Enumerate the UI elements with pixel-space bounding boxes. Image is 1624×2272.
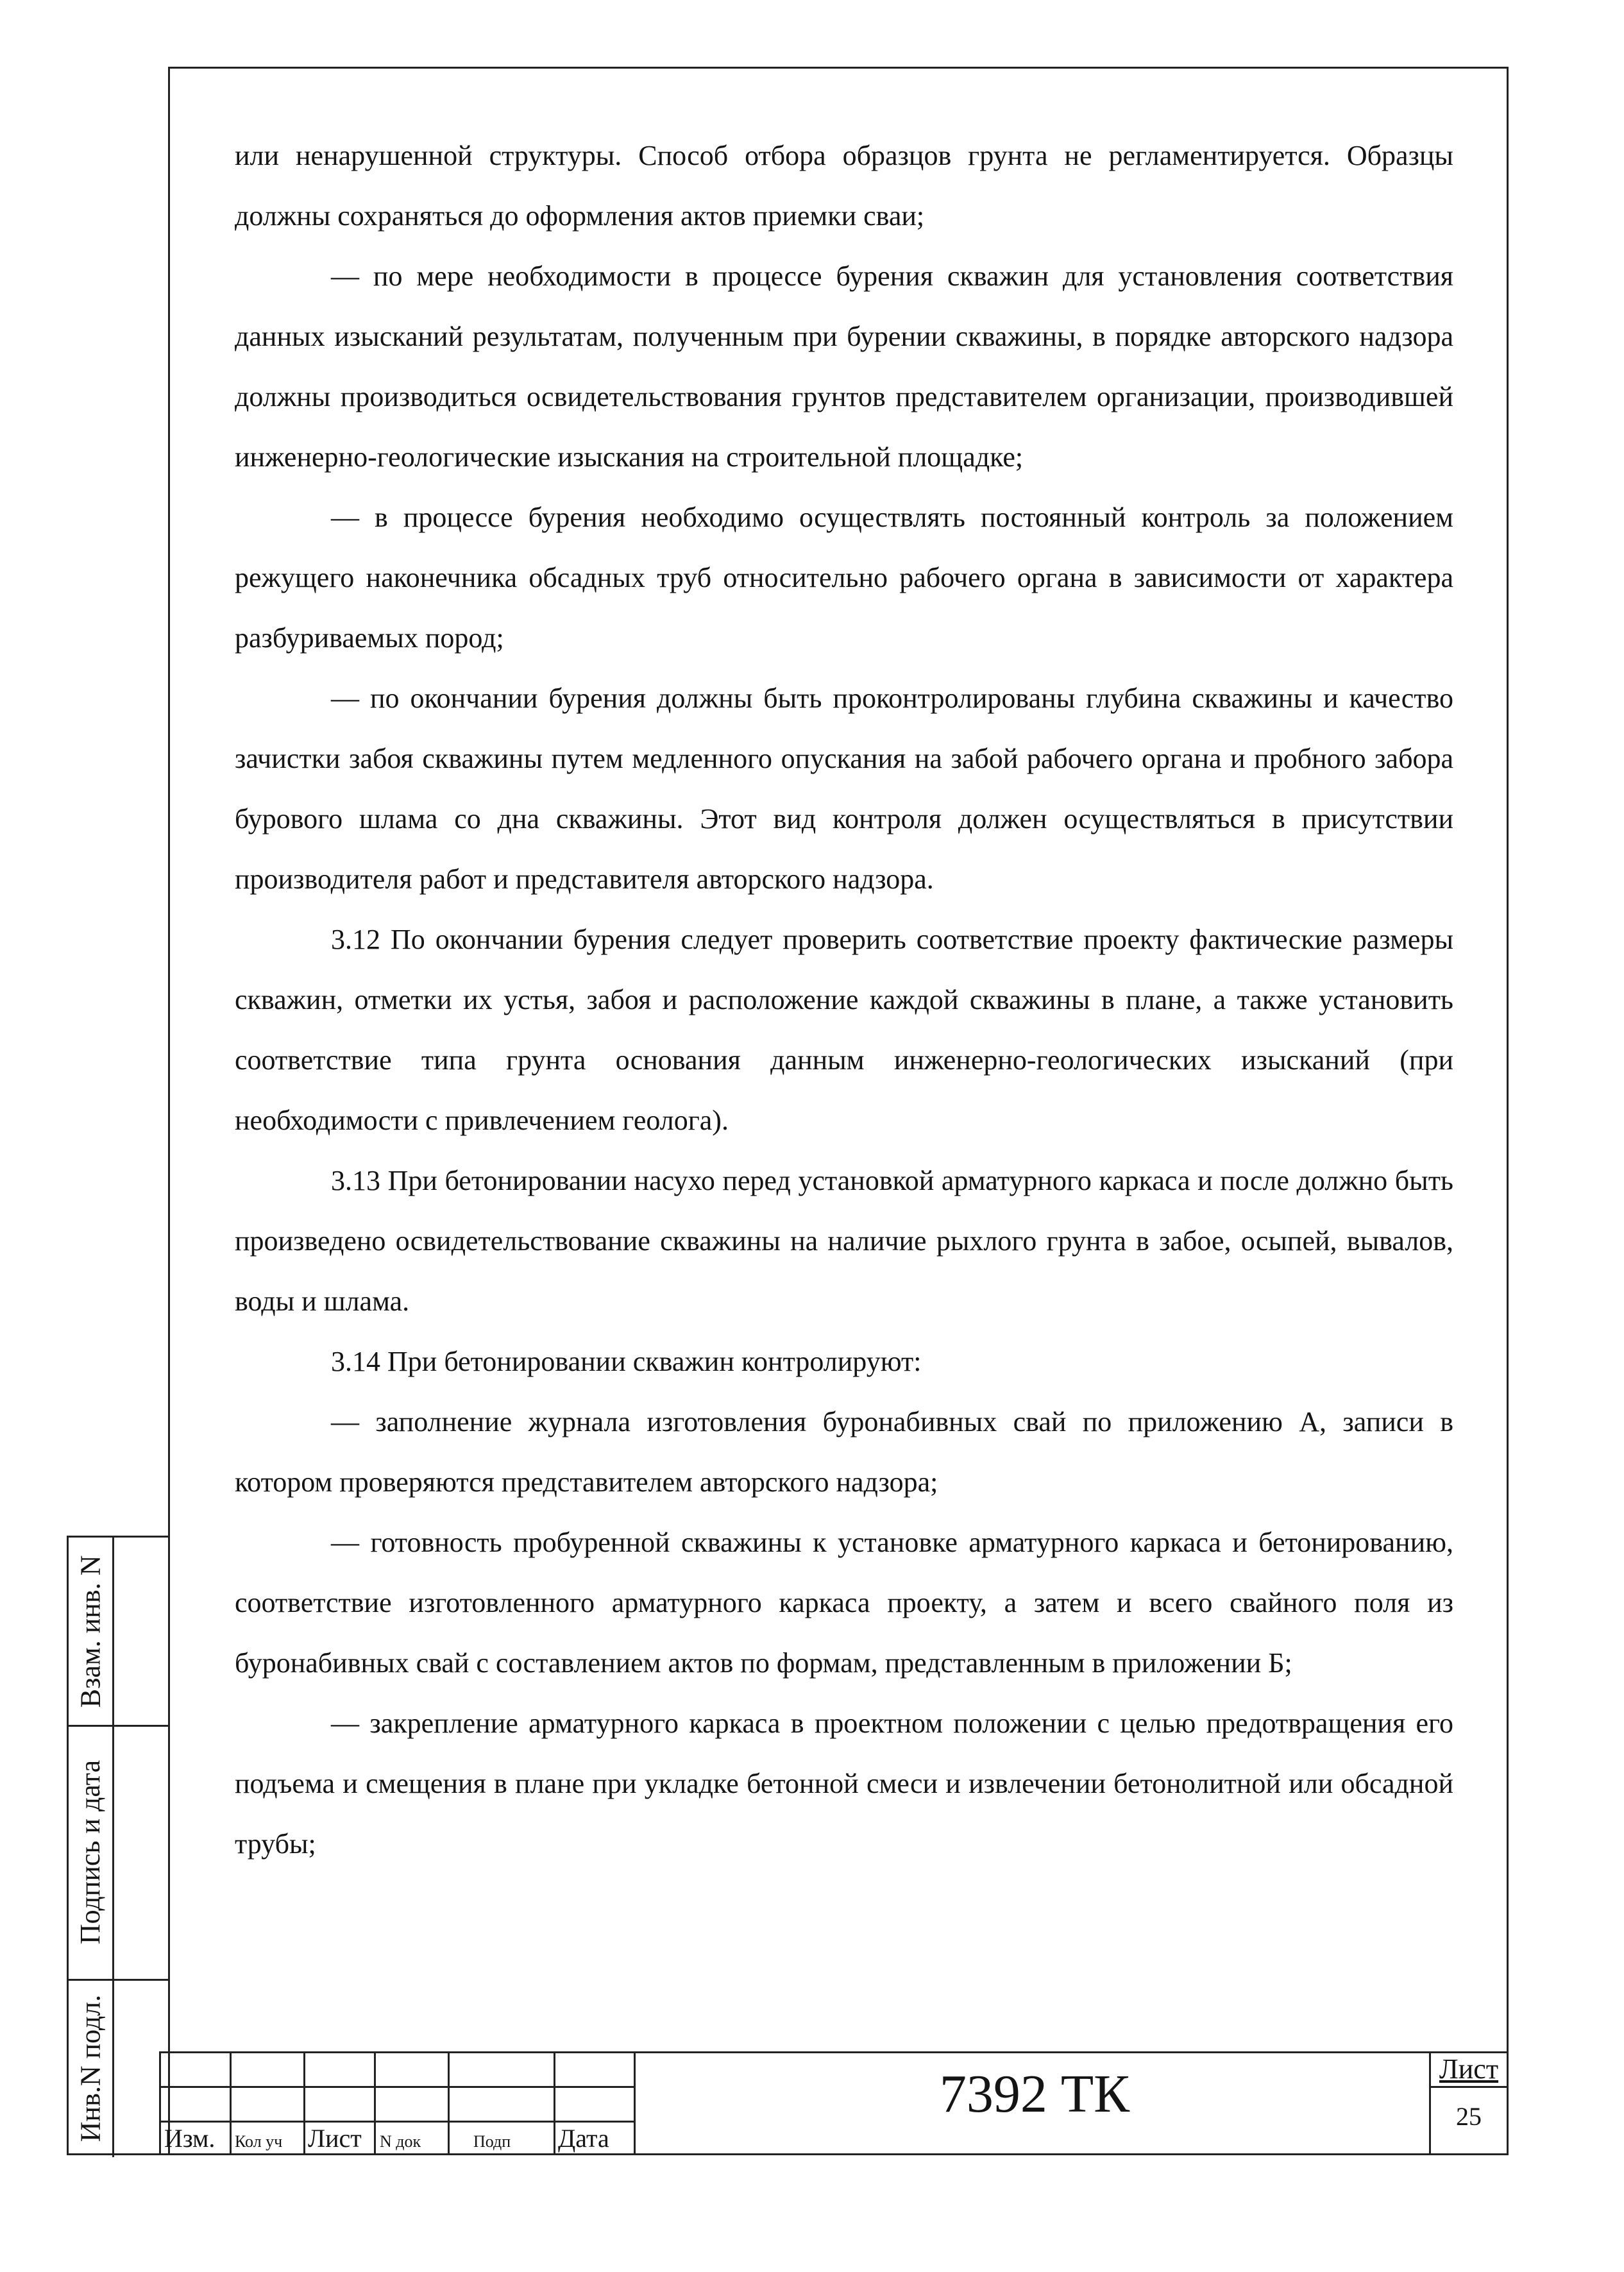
- col-data: Дата: [558, 2124, 609, 2153]
- document-code: 7392 ТК: [939, 2064, 1130, 2124]
- paragraph-9: — готовность пробуренной скважины к установке арматурного каркаса и бетонированию, соответствие изготовленного арматурного каркаса проекту, а затем и всего свайного поля из буронабивных свай с составлением актов по формам, представленным в приложении Б;: [235, 1527, 1453, 1679]
- side-label-podpis: Подпись и дата: [74, 1759, 106, 1944]
- title-block-rule: [1429, 2086, 1509, 2088]
- title-block-rule: [303, 2051, 305, 2155]
- col-podp: Подп: [473, 2132, 511, 2151]
- paragraph-5: 3.12 По окончании бурения следует проверить соответствие проекту фактические размеры скважин, отметки их устья, забоя и расположение каждой скважины в плане, а также установить соответствие типа грунта основания данным инженерно-геологических изысканий (при необходимости с привлечением геолога).: [235, 924, 1453, 1136]
- title-block-rule: [159, 2051, 1509, 2053]
- col-kol-uch: Кол уч: [235, 2132, 283, 2151]
- title-block-rule: [159, 2051, 161, 2155]
- paragraph-7: 3.14 При бетонировании скважин контролируют:: [331, 1346, 922, 1377]
- paragraph-10: — закрепление арматурного каркаса в проектном положении с целью предотвращения его подъема и смещения в плане при укладке бетонной смеси и извлечении бетонолитной или обсадной трубы;: [235, 1708, 1453, 1860]
- paragraph-2: — по мере необходимости в процессе бурения скважин для установления соответствия данных изысканий результатам, полученным при бурении скважины, в порядке авторского надзора должны производиться освидетельствования грунтов представителем организации, производившей инженерно-геологические изыскания на строительной площадке;: [235, 260, 1453, 473]
- title-block-rule: [448, 2051, 450, 2155]
- paragraph-3: — в процессе бурения необходимо осуществлять постоянный контроль за положением режущего наконечника обсадных труб относительно рабочего органа в зависимости от характера разбуриваемых пород;: [235, 502, 1453, 654]
- col-list: Лист: [308, 2124, 362, 2153]
- sheet-number: 25: [1456, 2102, 1482, 2131]
- sheet-label: Лист: [1439, 2053, 1499, 2085]
- document-body: [235, 126, 1453, 1874]
- col-n-dok: N док: [380, 2132, 421, 2151]
- side-stamp-divider: [112, 1538, 114, 2157]
- title-block-rule: [554, 2051, 555, 2155]
- title-block-rule: [374, 2051, 376, 2155]
- paragraph-6: 3.13 При бетонировании насухо перед установкой арматурного каркаса и после должно быть произведено освидетельствование скважины на наличие рыхлого грунта в забое, осыпей, вывалов, воды и шлама.: [235, 1165, 1453, 1317]
- title-block: [159, 2051, 1509, 2155]
- side-label-inv-podl: Инв.N подл.: [74, 1994, 106, 2142]
- paragraph-8: — заполнение журнала изготовления буронабивных свай по приложению А, записи в котором проверяются представителем авторского надзора;: [235, 1406, 1453, 1498]
- side-stamp: [67, 1536, 168, 2155]
- paragraph-1: или ненарушенной структуры. Способ отбора образцов грунта не регламентируется. Образцы должны сохраняться до оформления актов приемки сваи;: [235, 140, 1453, 232]
- side-label-vzam: Взам. инв. N: [74, 1555, 106, 1708]
- title-block-rule: [230, 2051, 232, 2155]
- paragraph-4: — по окончании бурения должны быть проконтролированы глубина скважины и качество зачистки забоя скважины путем медленного опускания на забой рабочего органа и пробного забора бурового шлама со дна скважины. Этот вид контроля должен осуществляться в присутствии производителя работ и представителя авторского надзора.: [235, 682, 1453, 895]
- col-izm: Изм.: [164, 2124, 216, 2153]
